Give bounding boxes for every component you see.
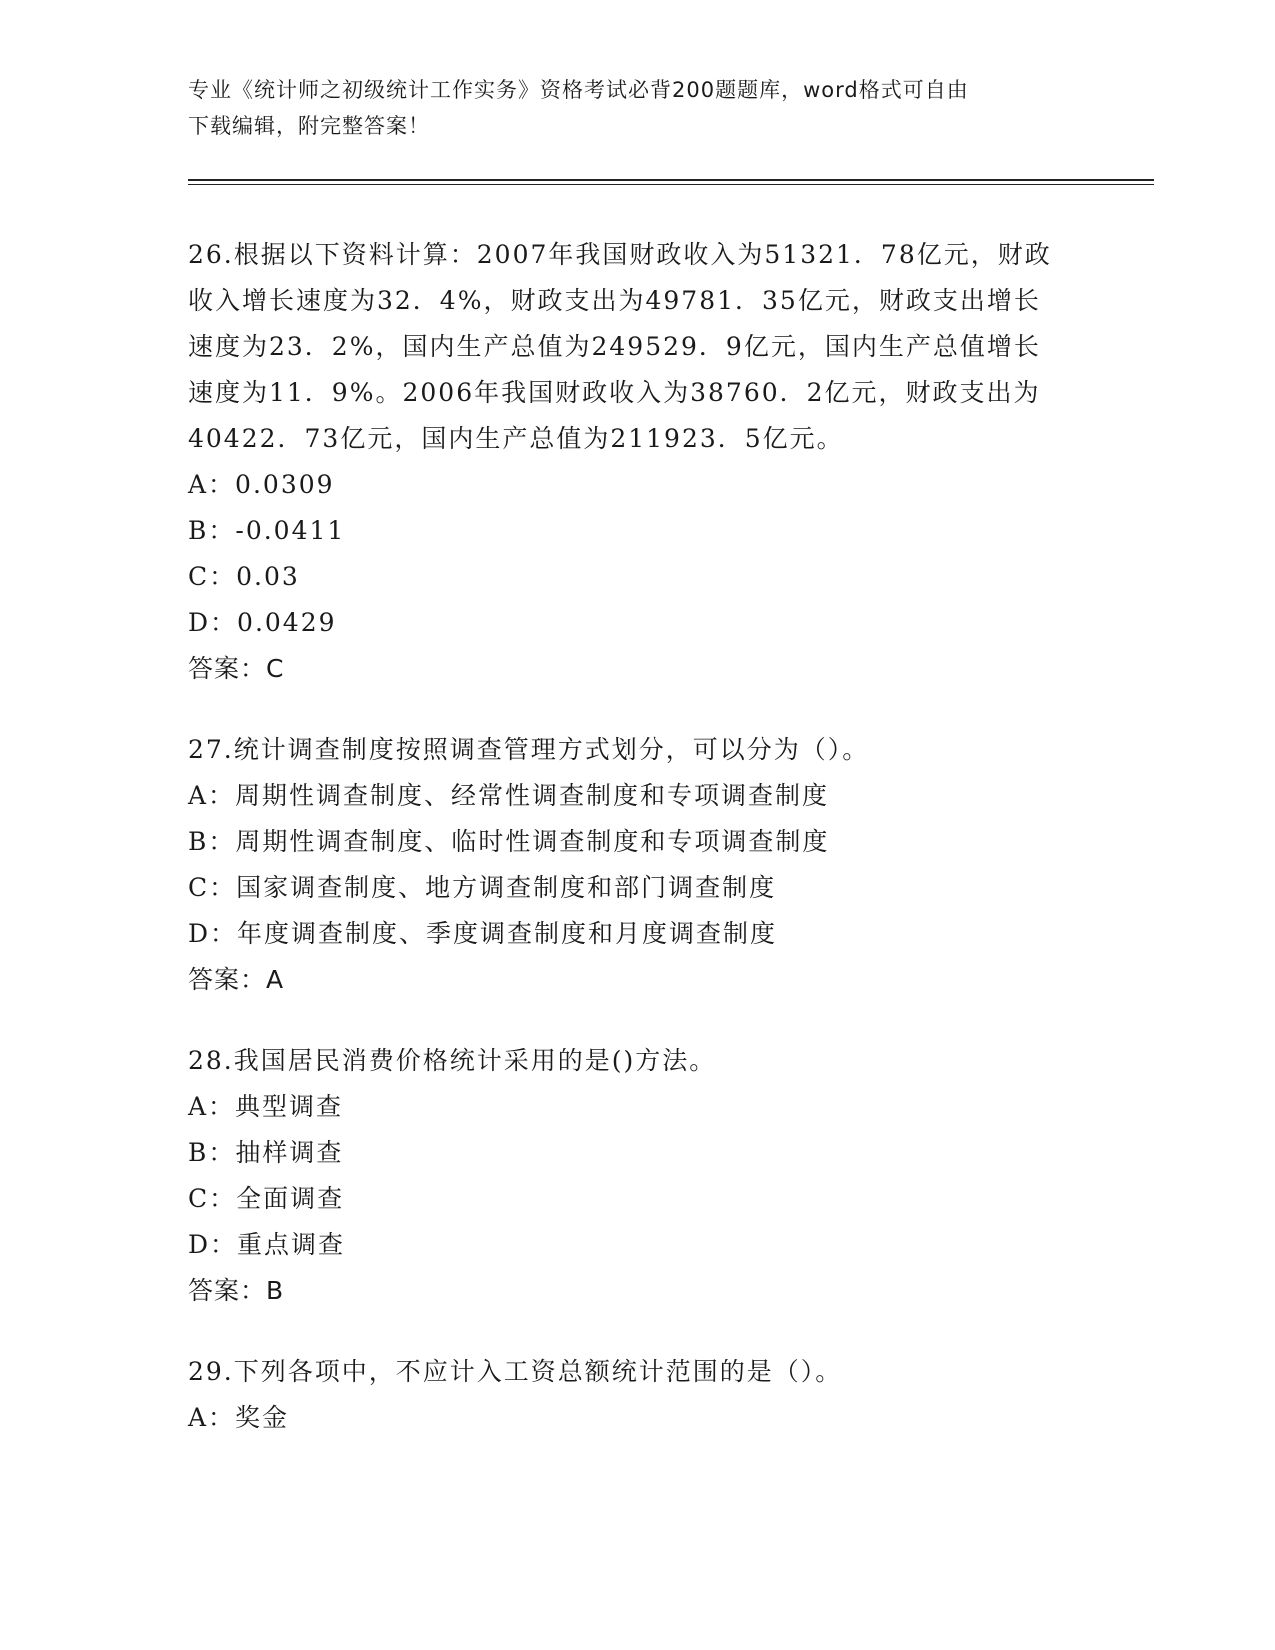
question-stem (188, 1349, 1088, 1395)
option-d: D：重点调查 (188, 1230, 346, 1259)
option-a: A：典型调查 (188, 1092, 344, 1121)
question-stem (188, 727, 1088, 773)
option-a: A：奖金 (188, 1403, 290, 1432)
option-b: B：抽样调查 (188, 1138, 344, 1167)
option-c: C：0.03 (188, 562, 300, 591)
document-header (188, 72, 1088, 144)
option-b: B：-0.0411 (188, 516, 346, 545)
question-list (188, 232, 1088, 1476)
stem-line: 40422．73亿元，国内生产总值为211923．5亿元。 (188, 424, 844, 453)
question-stem (188, 232, 1088, 462)
stem-line: 速度为23．2%，国内生产总值为249529．9亿元，国内生产总值增长 (188, 332, 1041, 361)
stem-line: 27.统计调查制度按照调查管理方式划分，可以分为（）。 (188, 735, 870, 764)
header-line-2: 下载编辑，附完整答案！ (188, 114, 430, 138)
stem-line: 收入增长速度为32．4%，财政支出为49781．35亿元，财政支出增长 (188, 286, 1041, 315)
option-c: C：全面调查 (188, 1184, 345, 1213)
option-d: D：年度调查制度、季度调查制度和月度调查制度 (188, 919, 778, 948)
stem-line: 26.根据以下资料计算：2007年我国财政收入为51321．78亿元，财政 (188, 240, 1052, 269)
question-26 (188, 232, 1088, 692)
question-27 (188, 727, 1088, 1003)
option-d: D：0.0429 (188, 608, 337, 637)
header-divider-thin (188, 184, 1154, 185)
stem-line: 28.我国居民消费价格统计采用的是()方法。 (188, 1046, 717, 1075)
option-b: B：周期性调查制度、临时性调查制度和专项调查制度 (188, 827, 830, 856)
header-line-1: 专业《统计师之初级统计工作实务》资格考试必背200题题库，word格式可自由 (188, 78, 969, 102)
header-divider-thick (188, 179, 1154, 181)
stem-line: 速度为11．9%。2006年我国财政收入为38760．2亿元，财政支出为 (188, 378, 1041, 407)
answer-line: 答案：A (188, 965, 285, 994)
question-stem (188, 1038, 1088, 1084)
option-c: C：国家调查制度、地方调查制度和部门调查制度 (188, 873, 777, 902)
stem-line: 29.下列各项中，不应计入工资总额统计范围的是（）。 (188, 1357, 843, 1386)
option-a: A：周期性调查制度、经常性调查制度和专项调查制度 (188, 781, 830, 810)
question-29 (188, 1349, 1088, 1441)
question-28 (188, 1038, 1088, 1314)
option-a: A：0.0309 (188, 470, 335, 499)
answer-line: 答案：B (188, 1276, 285, 1305)
answer-line: 答案：C (188, 654, 285, 683)
